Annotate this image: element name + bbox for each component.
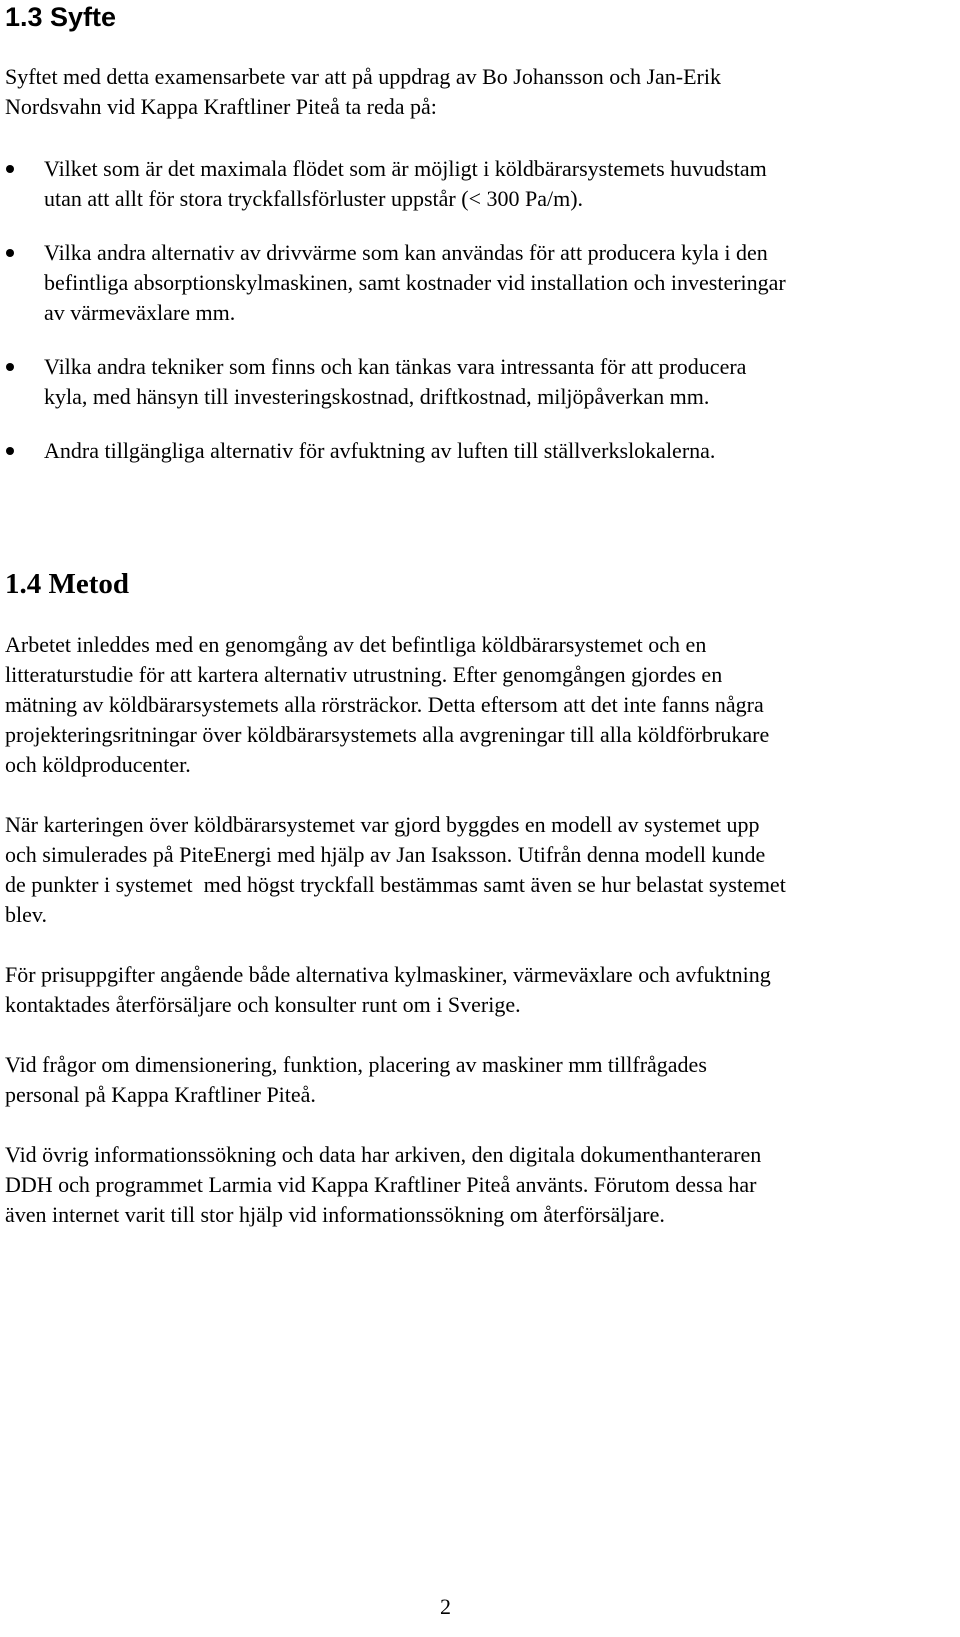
text-line: Arbetet inleddes med en genomgång av det befintliga köldbärarsystemet och en xyxy=(5,632,707,657)
bullet-dot-icon xyxy=(6,363,14,371)
body-paragraph xyxy=(5,960,955,1020)
bullet-dot-icon xyxy=(6,165,14,173)
text-line: blev. xyxy=(5,902,47,927)
text-line: utan att allt för stora tryckfallsförluster uppstår (< 300 Pa/m). xyxy=(44,186,584,211)
body-paragraph xyxy=(5,1050,955,1110)
text-line: Vilket som är det maximala flödet som är möjligt i köldbärarsystemets huvudstam xyxy=(44,156,767,181)
text-line: litteraturstudie för att kartera alternativ utrustning. Efter genomgången gjordes en xyxy=(5,662,723,687)
text-line: Vilka andra tekniker som finns och kan tänkas vara intressanta för att producera xyxy=(44,354,747,379)
bullet-item xyxy=(0,154,948,214)
body-paragraph xyxy=(5,810,955,930)
section-heading-syfte: 1.3 Syfte xyxy=(5,2,117,32)
text-line: Andra tillgängliga alternativ för avfuktning av luften till ställverkslokalerna. xyxy=(44,438,716,463)
page-number: 2 xyxy=(440,1594,451,1619)
text-line: Nordsvahn vid Kappa Kraftliner Piteå ta reda på: xyxy=(5,94,437,119)
text-line: projekteringsritningar över köldbärarsystemets alla avgreningar till alla köldförbrukare xyxy=(5,722,770,747)
body-paragraph xyxy=(5,1140,955,1230)
text-line: kontaktades återförsäljare och konsulter runt om i Sverige. xyxy=(5,992,521,1017)
text-line: de punkter i systemet med högst tryckfall bestämmas samt även se hur belastat systemet xyxy=(5,872,786,897)
section-heading-metod: 1.4 Metod xyxy=(5,568,130,600)
text-line: av värmeväxlare mm. xyxy=(44,300,236,325)
text-line: och simulerades på PiteEnergi med hjälp av Jan Isaksson. Utifrån denna modell kunde xyxy=(5,842,766,867)
text-line: Syftet med detta examensarbete var att på uppdrag av Bo Johansson och Jan-Erik xyxy=(5,64,721,89)
text-line: och köldproducenter. xyxy=(5,752,191,777)
purpose-bullet-list xyxy=(0,154,960,490)
text-line: DDH och programmet Larmia vid Kappa Kraftliner Piteå använts. Förutom dessa har xyxy=(5,1172,757,1197)
bullet-dot-icon xyxy=(6,447,14,455)
text-line: kyla, med hänsyn till investeringskostnad, driftkostnad, miljöpåverkan mm. xyxy=(44,384,710,409)
method-body xyxy=(5,630,955,1260)
body-paragraph xyxy=(5,630,955,780)
bullet-item xyxy=(0,352,948,412)
bullet-dot-icon xyxy=(6,249,14,257)
text-line: När karteringen över köldbärarsystemet var gjord byggdes en modell av systemet upp xyxy=(5,812,760,837)
text-line: även internet varit till stor hjälp vid informationssökning om återförsäljare. xyxy=(5,1202,665,1227)
text-line: mätning av köldbärarsystemets alla rörsträckor. Detta eftersom att det inte fanns några xyxy=(5,692,764,717)
text-line: personal på Kappa Kraftliner Piteå. xyxy=(5,1082,316,1107)
text-line: För prisuppgifter angående både alternativa kylmaskiner, värmeväxlare och avfuktning xyxy=(5,962,771,987)
text-line: befintliga absorptionskylmaskinen, samt kostnader vid installation och investeringar xyxy=(44,270,786,295)
text-line: Vilka andra alternativ av drivvärme som kan användas för att producera kyla i den xyxy=(44,240,768,265)
bullet-item xyxy=(0,436,948,466)
intro-paragraph xyxy=(5,62,945,122)
bullet-item xyxy=(0,238,948,328)
text-line: Vid övrig informationssökning och data har arkiven, den digitala dokumenthanteraren xyxy=(5,1142,762,1167)
text-line: Vid frågor om dimensionering, funktion, placering av maskiner mm tillfrågades xyxy=(5,1052,707,1077)
